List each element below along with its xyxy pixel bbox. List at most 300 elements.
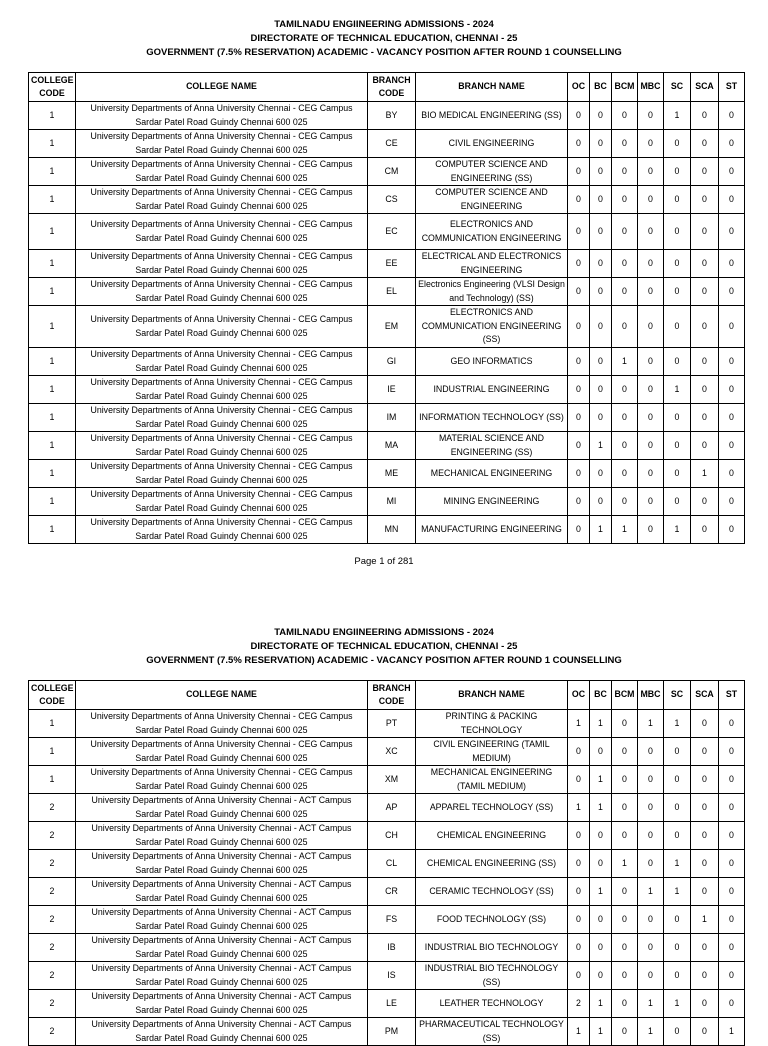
vacancy-count-cell: 0 (638, 488, 664, 516)
vacancy-count-cell: 1 (590, 794, 612, 822)
vacancy-count-cell: 1 (664, 516, 691, 544)
college-code-cell: 1 (29, 460, 76, 488)
branch-name-cell: APPAREL TECHNOLOGY (SS) (416, 794, 568, 822)
branch-name-cell: MATERIAL SCIENCE AND ENGINEERING (SS) (416, 432, 568, 460)
vacancy-count-cell: 0 (590, 376, 612, 404)
vacancy-count-cell: 0 (568, 102, 590, 130)
column-header: MBC (638, 681, 664, 710)
table-row (29, 404, 745, 432)
branch-name-cell: MECHANICAL ENGINEERING (416, 460, 568, 488)
vacancy-count-cell: 0 (612, 214, 638, 250)
branch-code-cell: IE (368, 376, 416, 404)
vacancy-count-cell: 0 (691, 376, 719, 404)
vacancy-count-cell: 0 (719, 404, 745, 432)
column-header: BRANCH NAME (416, 73, 568, 102)
vacancy-count-cell: 0 (612, 766, 638, 794)
college-name-cell: University Departments of Anna University Chennai - CEG Campus Sardar Patel Road Guindy Chennai 600 025 (76, 214, 368, 250)
branch-name-cell: ELECTRONICS AND COMMUNICATION ENGINEERING (SS) (416, 306, 568, 348)
college-name-cell: University Departments of Anna University Chennai - CEG Campus Sardar Patel Road Guindy Chennai 600 025 (76, 738, 368, 766)
college-code-cell: 1 (29, 130, 76, 158)
vacancy-count-cell: 1 (664, 710, 691, 738)
branch-code-cell: IS (368, 962, 416, 990)
branch-name-cell: COMPUTER SCIENCE AND ENGINEERING (416, 186, 568, 214)
vacancy-count-cell: 0 (638, 306, 664, 348)
branch-code-cell: PT (368, 710, 416, 738)
vacancy-count-cell: 0 (719, 710, 745, 738)
table-header-row (29, 73, 745, 102)
vacancy-count-cell: 0 (638, 404, 664, 432)
vacancy-count-cell: 0 (590, 158, 612, 186)
vacancy-count-cell: 0 (612, 376, 638, 404)
vacancy-count-cell: 0 (568, 306, 590, 348)
vacancy-count-cell: 0 (664, 460, 691, 488)
vacancy-count-cell: 0 (638, 102, 664, 130)
college-code-cell: 1 (29, 488, 76, 516)
vacancy-count-cell: 0 (638, 214, 664, 250)
vacancy-count-cell: 0 (568, 214, 590, 250)
vacancy-table (28, 72, 745, 544)
branch-code-cell: BY (368, 102, 416, 130)
vacancy-count-cell: 1 (664, 990, 691, 1018)
table-row (29, 158, 745, 186)
vacancy-count-cell: 0 (719, 348, 745, 376)
branch-name-cell: CIVIL ENGINEERING (TAMIL MEDIUM) (416, 738, 568, 766)
vacancy-count-cell: 0 (612, 102, 638, 130)
branch-name-cell: PHARMACEUTICAL TECHNOLOGY (SS) (416, 1018, 568, 1046)
vacancy-count-cell: 1 (612, 348, 638, 376)
vacancy-count-cell: 0 (719, 214, 745, 250)
vacancy-count-cell: 0 (638, 850, 664, 878)
vacancy-count-cell: 0 (568, 130, 590, 158)
vacancy-count-cell: 1 (638, 878, 664, 906)
vacancy-count-cell: 1 (568, 794, 590, 822)
header-line-1: TAMILNADU ENGIINEERING ADMISSIONS - 2024 (274, 627, 494, 638)
vacancy-count-cell: 0 (664, 822, 691, 850)
header-line-2: DIRECTORATE OF TECHNICAL EDUCATION, CHENNAI - 25 (250, 641, 518, 652)
vacancy-count-cell: 0 (691, 766, 719, 794)
table-row (29, 990, 745, 1018)
column-header: SCA (691, 73, 719, 102)
table-row (29, 376, 745, 404)
vacancy-count-cell: 1 (568, 710, 590, 738)
header-line-3: GOVERNMENT (7.5% RESERVATION) ACADEMIC - VACANCY POSITION AFTER ROUND 1 COUNSELLING (146, 655, 622, 666)
vacancy-count-cell: 0 (612, 962, 638, 990)
vacancy-count-cell: 0 (691, 130, 719, 158)
vacancy-count-cell: 0 (691, 710, 719, 738)
table-row (29, 962, 745, 990)
table-row (29, 306, 745, 348)
vacancy-count-cell: 0 (719, 278, 745, 306)
vacancy-count-cell: 0 (568, 250, 590, 278)
column-header: BCM (612, 73, 638, 102)
document-page-2 (0, 608, 768, 1043)
college-code-cell: 2 (29, 962, 76, 990)
college-name-cell: University Departments of Anna University Chennai - ACT Campus Sardar Patel Road Guindy Chennai 600 025 (76, 962, 368, 990)
branch-code-cell: XC (368, 738, 416, 766)
vacancy-count-cell: 0 (691, 306, 719, 348)
column-header: BC (590, 73, 612, 102)
column-header: SC (664, 681, 691, 710)
branch-code-cell: EM (368, 306, 416, 348)
vacancy-count-cell: 0 (691, 738, 719, 766)
college-code-cell: 1 (29, 516, 76, 544)
column-header: OC (568, 681, 590, 710)
vacancy-count-cell: 0 (664, 1018, 691, 1046)
vacancy-count-cell: 0 (664, 906, 691, 934)
column-header: SC (664, 73, 691, 102)
vacancy-count-cell: 1 (638, 1018, 664, 1046)
vacancy-count-cell: 0 (638, 348, 664, 376)
branch-name-cell: ELECTRICAL AND ELECTRONICS ENGINEERING (416, 250, 568, 278)
vacancy-count-cell: 0 (719, 934, 745, 962)
table-row (29, 766, 745, 794)
vacancy-count-cell: 0 (664, 158, 691, 186)
column-header: COLLEGE CODE (29, 681, 76, 710)
branch-name-cell: BIO MEDICAL ENGINEERING (SS) (416, 102, 568, 130)
college-code-cell: 1 (29, 278, 76, 306)
vacancy-count-cell: 0 (664, 766, 691, 794)
vacancy-count-cell: 0 (590, 822, 612, 850)
table-row (29, 822, 745, 850)
vacancy-count-cell: 0 (638, 460, 664, 488)
vacancy-count-cell: 0 (612, 158, 638, 186)
vacancy-count-cell: 0 (568, 278, 590, 306)
vacancy-count-cell: 0 (612, 306, 638, 348)
column-header: BRANCH NAME (416, 681, 568, 710)
vacancy-count-cell: 0 (612, 1018, 638, 1046)
vacancy-count-cell: 0 (612, 906, 638, 934)
branch-name-cell: ELECTRONICS AND COMMUNICATION ENGINEERING (416, 214, 568, 250)
college-name-cell: University Departments of Anna University Chennai - ACT Campus Sardar Patel Road Guindy Chennai 600 025 (76, 934, 368, 962)
vacancy-count-cell: 1 (612, 850, 638, 878)
vacancy-count-cell: 0 (638, 278, 664, 306)
vacancy-count-cell: 0 (638, 516, 664, 544)
page-footer: Page 1 of 281 (354, 556, 414, 567)
branch-name-cell: CHEMICAL ENGINEERING (SS) (416, 850, 568, 878)
vacancy-count-cell: 0 (664, 738, 691, 766)
vacancy-count-cell: 0 (612, 278, 638, 306)
branch-name-cell: CIVIL ENGINEERING (416, 130, 568, 158)
vacancy-count-cell: 0 (691, 102, 719, 130)
branch-name-cell: MINING ENGINEERING (416, 488, 568, 516)
branch-code-cell: ME (368, 460, 416, 488)
vacancy-count-cell: 0 (638, 766, 664, 794)
vacancy-count-cell: 0 (568, 186, 590, 214)
branch-name-cell: COMPUTER SCIENCE AND ENGINEERING (SS) (416, 158, 568, 186)
vacancy-count-cell: 0 (612, 878, 638, 906)
college-name-cell: University Departments of Anna University Chennai - CEG Campus Sardar Patel Road Guindy Chennai 600 025 (76, 432, 368, 460)
vacancy-count-cell: 0 (691, 794, 719, 822)
branch-code-cell: CE (368, 130, 416, 158)
branch-name-cell: CERAMIC TECHNOLOGY (SS) (416, 878, 568, 906)
vacancy-count-cell: 0 (638, 962, 664, 990)
vacancy-count-cell: 1 (638, 990, 664, 1018)
college-code-cell: 1 (29, 186, 76, 214)
vacancy-count-cell: 0 (638, 432, 664, 460)
college-code-cell: 1 (29, 432, 76, 460)
vacancy-count-cell: 1 (664, 850, 691, 878)
vacancy-count-cell: 0 (664, 306, 691, 348)
college-name-cell: University Departments of Anna University Chennai - ACT Campus Sardar Patel Road Guindy Chennai 600 025 (76, 906, 368, 934)
college-name-cell: University Departments of Anna University Chennai - CEG Campus Sardar Patel Road Guindy Chennai 600 025 (76, 460, 368, 488)
vacancy-count-cell: 0 (568, 460, 590, 488)
table-row (29, 432, 745, 460)
vacancy-count-cell: 0 (590, 906, 612, 934)
vacancy-count-cell: 0 (691, 990, 719, 1018)
vacancy-table (28, 680, 745, 1046)
branch-name-cell: GEO INFORMATICS (416, 348, 568, 376)
column-header: BRANCH CODE (368, 681, 416, 710)
vacancy-count-cell: 0 (691, 878, 719, 906)
vacancy-count-cell: 0 (590, 460, 612, 488)
vacancy-count-cell: 0 (691, 822, 719, 850)
vacancy-count-cell: 0 (568, 878, 590, 906)
branch-name-cell: INDUSTRIAL ENGINEERING (416, 376, 568, 404)
vacancy-count-cell: 0 (719, 878, 745, 906)
table-row (29, 794, 745, 822)
vacancy-count-cell: 0 (638, 250, 664, 278)
college-name-cell: University Departments of Anna University Chennai - ACT Campus Sardar Patel Road Guindy Chennai 600 025 (76, 822, 368, 850)
college-code-cell: 1 (29, 738, 76, 766)
vacancy-count-cell: 1 (590, 1018, 612, 1046)
college-code-cell: 1 (29, 158, 76, 186)
branch-code-cell: GI (368, 348, 416, 376)
branch-code-cell: AP (368, 794, 416, 822)
branch-code-cell: IB (368, 934, 416, 962)
vacancy-count-cell: 0 (568, 906, 590, 934)
vacancy-count-cell: 0 (590, 404, 612, 432)
vacancy-count-cell: 0 (719, 376, 745, 404)
vacancy-count-cell: 0 (612, 250, 638, 278)
college-code-cell: 1 (29, 376, 76, 404)
table-row (29, 488, 745, 516)
vacancy-count-cell: 0 (638, 376, 664, 404)
college-code-cell: 2 (29, 822, 76, 850)
vacancy-count-cell: 0 (590, 348, 612, 376)
college-name-cell: University Departments of Anna University Chennai - CEG Campus Sardar Patel Road Guindy Chennai 600 025 (76, 376, 368, 404)
college-name-cell: University Departments of Anna University Chennai - CEG Campus Sardar Patel Road Guindy Chennai 600 025 (76, 130, 368, 158)
college-name-cell: University Departments of Anna University Chennai - ACT Campus Sardar Patel Road Guindy Chennai 600 025 (76, 850, 368, 878)
vacancy-count-cell: 0 (590, 488, 612, 516)
vacancy-count-cell: 1 (590, 516, 612, 544)
vacancy-count-cell: 1 (590, 766, 612, 794)
college-code-cell: 1 (29, 348, 76, 376)
column-header: COLLEGE NAME (76, 681, 368, 710)
table-row (29, 214, 745, 250)
vacancy-count-cell: 0 (691, 934, 719, 962)
vacancy-count-cell: 0 (691, 186, 719, 214)
vacancy-count-cell: 0 (568, 766, 590, 794)
table-row (29, 130, 745, 158)
branch-code-cell: MI (368, 488, 416, 516)
vacancy-count-cell: 0 (691, 214, 719, 250)
page-header (0, 0, 768, 60)
vacancy-count-cell: 0 (719, 306, 745, 348)
table-row (29, 250, 745, 278)
vacancy-count-cell: 1 (590, 878, 612, 906)
vacancy-count-cell: 0 (664, 130, 691, 158)
vacancy-count-cell: 0 (664, 794, 691, 822)
vacancy-count-cell: 0 (568, 488, 590, 516)
vacancy-count-cell: 1 (664, 102, 691, 130)
branch-code-cell: EE (368, 250, 416, 278)
column-header: SCA (691, 681, 719, 710)
vacancy-count-cell: 0 (719, 990, 745, 1018)
vacancy-count-cell: 0 (590, 962, 612, 990)
vacancy-count-cell: 1 (590, 710, 612, 738)
branch-code-cell: EL (368, 278, 416, 306)
vacancy-count-cell: 0 (612, 460, 638, 488)
vacancy-count-cell: 0 (568, 516, 590, 544)
vacancy-count-cell: 0 (719, 906, 745, 934)
table-row (29, 710, 745, 738)
vacancy-count-cell: 0 (568, 348, 590, 376)
vacancy-count-cell: 0 (664, 214, 691, 250)
branch-name-cell: INFORMATION TECHNOLOGY (SS) (416, 404, 568, 432)
vacancy-count-cell: 0 (612, 794, 638, 822)
vacancy-count-cell: 0 (691, 278, 719, 306)
branch-name-cell: CHEMICAL ENGINEERING (416, 822, 568, 850)
vacancy-count-cell: 0 (638, 934, 664, 962)
vacancy-count-cell: 0 (691, 962, 719, 990)
table-row (29, 850, 745, 878)
vacancy-count-cell: 0 (691, 850, 719, 878)
vacancy-count-cell: 0 (664, 250, 691, 278)
vacancy-count-cell: 0 (568, 404, 590, 432)
vacancy-count-cell: 0 (612, 130, 638, 158)
college-code-cell: 2 (29, 934, 76, 962)
branch-code-cell: CR (368, 878, 416, 906)
college-name-cell: University Departments of Anna University Chennai - CEG Campus Sardar Patel Road Guindy Chennai 600 025 (76, 158, 368, 186)
vacancy-count-cell: 0 (612, 738, 638, 766)
table-row (29, 906, 745, 934)
branch-code-cell: CL (368, 850, 416, 878)
vacancy-count-cell: 0 (719, 850, 745, 878)
branch-code-cell: CM (368, 158, 416, 186)
branch-code-cell: PM (368, 1018, 416, 1046)
college-name-cell: University Departments of Anna University Chennai - ACT Campus Sardar Patel Road Guindy Chennai 600 025 (76, 1018, 368, 1046)
college-name-cell: University Departments of Anna University Chennai - CEG Campus Sardar Patel Road Guindy Chennai 600 025 (76, 102, 368, 130)
vacancy-count-cell: 0 (691, 1018, 719, 1046)
vacancy-count-cell: 1 (691, 460, 719, 488)
vacancy-count-cell: 2 (568, 990, 590, 1018)
vacancy-count-cell: 0 (568, 850, 590, 878)
vacancy-count-cell: 1 (664, 376, 691, 404)
vacancy-count-cell: 1 (664, 878, 691, 906)
vacancy-count-cell: 0 (664, 186, 691, 214)
vacancy-count-cell: 1 (590, 432, 612, 460)
column-header: BC (590, 681, 612, 710)
vacancy-count-cell: 0 (590, 278, 612, 306)
vacancy-count-cell: 0 (638, 906, 664, 934)
branch-name-cell: PRINTING & PACKING TECHNOLOGY (416, 710, 568, 738)
vacancy-count-cell: 0 (691, 404, 719, 432)
vacancy-count-cell: 0 (719, 794, 745, 822)
branch-name-cell: FOOD TECHNOLOGY (SS) (416, 906, 568, 934)
vacancy-count-cell: 0 (638, 794, 664, 822)
branch-name-cell: Electronics Engineering (VLSI Design and Technology) (SS) (416, 278, 568, 306)
vacancy-count-cell: 0 (612, 990, 638, 1018)
vacancy-count-cell: 0 (664, 348, 691, 376)
column-header: ST (719, 681, 745, 710)
column-header: BRANCH CODE (368, 73, 416, 102)
college-code-cell: 1 (29, 250, 76, 278)
vacancy-count-cell: 0 (612, 710, 638, 738)
college-name-cell: University Departments of Anna University Chennai - CEG Campus Sardar Patel Road Guindy Chennai 600 025 (76, 488, 368, 516)
vacancy-count-cell: 1 (612, 516, 638, 544)
vacancy-count-cell: 0 (719, 738, 745, 766)
branch-code-cell: XM (368, 766, 416, 794)
header-line-1: TAMILNADU ENGIINEERING ADMISSIONS - 2024 (274, 19, 494, 30)
vacancy-count-cell: 0 (568, 376, 590, 404)
vacancy-count-cell: 0 (664, 278, 691, 306)
branch-name-cell: MANUFACTURING ENGINEERING (416, 516, 568, 544)
vacancy-count-cell: 0 (612, 432, 638, 460)
table-row (29, 102, 745, 130)
vacancy-count-cell: 0 (691, 250, 719, 278)
vacancy-count-cell: 0 (719, 130, 745, 158)
college-code-cell: 1 (29, 766, 76, 794)
table-row (29, 186, 745, 214)
vacancy-count-cell: 0 (638, 130, 664, 158)
vacancy-count-cell: 0 (612, 488, 638, 516)
vacancy-count-cell: 0 (612, 822, 638, 850)
college-name-cell: University Departments of Anna University Chennai - CEG Campus Sardar Patel Road Guindy Chennai 600 025 (76, 516, 368, 544)
vacancy-count-cell: 0 (590, 306, 612, 348)
page-header (0, 608, 768, 668)
vacancy-count-cell: 0 (638, 158, 664, 186)
branch-code-cell: MN (368, 516, 416, 544)
vacancy-count-cell: 0 (568, 158, 590, 186)
vacancy-count-cell: 0 (590, 130, 612, 158)
college-name-cell: University Departments of Anna University Chennai - CEG Campus Sardar Patel Road Guindy Chennai 600 025 (76, 306, 368, 348)
college-code-cell: 2 (29, 878, 76, 906)
branch-name-cell: INDUSTRIAL BIO TECHNOLOGY (SS) (416, 962, 568, 990)
branch-code-cell: CH (368, 822, 416, 850)
vacancy-count-cell: 0 (638, 738, 664, 766)
header-line-3: GOVERNMENT (7.5% RESERVATION) ACADEMIC - VACANCY POSITION AFTER ROUND 1 COUNSELLING (146, 47, 622, 58)
vacancy-count-cell: 0 (664, 488, 691, 516)
college-name-cell: University Departments of Anna University Chennai - CEG Campus Sardar Patel Road Guindy Chennai 600 025 (76, 186, 368, 214)
college-name-cell: University Departments of Anna University Chennai - CEG Campus Sardar Patel Road Guindy Chennai 600 025 (76, 348, 368, 376)
college-name-cell: University Departments of Anna University Chennai - ACT Campus Sardar Patel Road Guindy Chennai 600 025 (76, 878, 368, 906)
vacancy-count-cell: 0 (719, 158, 745, 186)
vacancy-count-cell: 0 (590, 102, 612, 130)
vacancy-count-cell: 0 (590, 850, 612, 878)
college-name-cell: University Departments of Anna University Chennai - CEG Campus Sardar Patel Road Guindy Chennai 600 025 (76, 766, 368, 794)
vacancy-count-cell: 0 (691, 348, 719, 376)
vacancy-count-cell: 0 (664, 934, 691, 962)
college-code-cell: 1 (29, 306, 76, 348)
college-code-cell: 2 (29, 906, 76, 934)
vacancy-count-cell: 0 (719, 102, 745, 130)
table-row (29, 934, 745, 962)
vacancy-count-cell: 0 (590, 934, 612, 962)
college-code-cell: 2 (29, 794, 76, 822)
branch-name-cell: INDUSTRIAL BIO TECHNOLOGY (416, 934, 568, 962)
branch-code-cell: IM (368, 404, 416, 432)
vacancy-count-cell: 0 (719, 432, 745, 460)
vacancy-count-cell: 0 (568, 934, 590, 962)
vacancy-count-cell: 0 (590, 738, 612, 766)
column-header: COLLEGE CODE (29, 73, 76, 102)
vacancy-count-cell: 0 (590, 250, 612, 278)
vacancy-count-cell: 0 (719, 766, 745, 794)
college-name-cell: University Departments of Anna University Chennai - CEG Campus Sardar Patel Road Guindy Chennai 600 025 (76, 278, 368, 306)
vacancy-count-cell: 0 (638, 186, 664, 214)
branch-code-cell: MA (368, 432, 416, 460)
header-line-2: DIRECTORATE OF TECHNICAL EDUCATION, CHENNAI - 25 (250, 33, 518, 44)
